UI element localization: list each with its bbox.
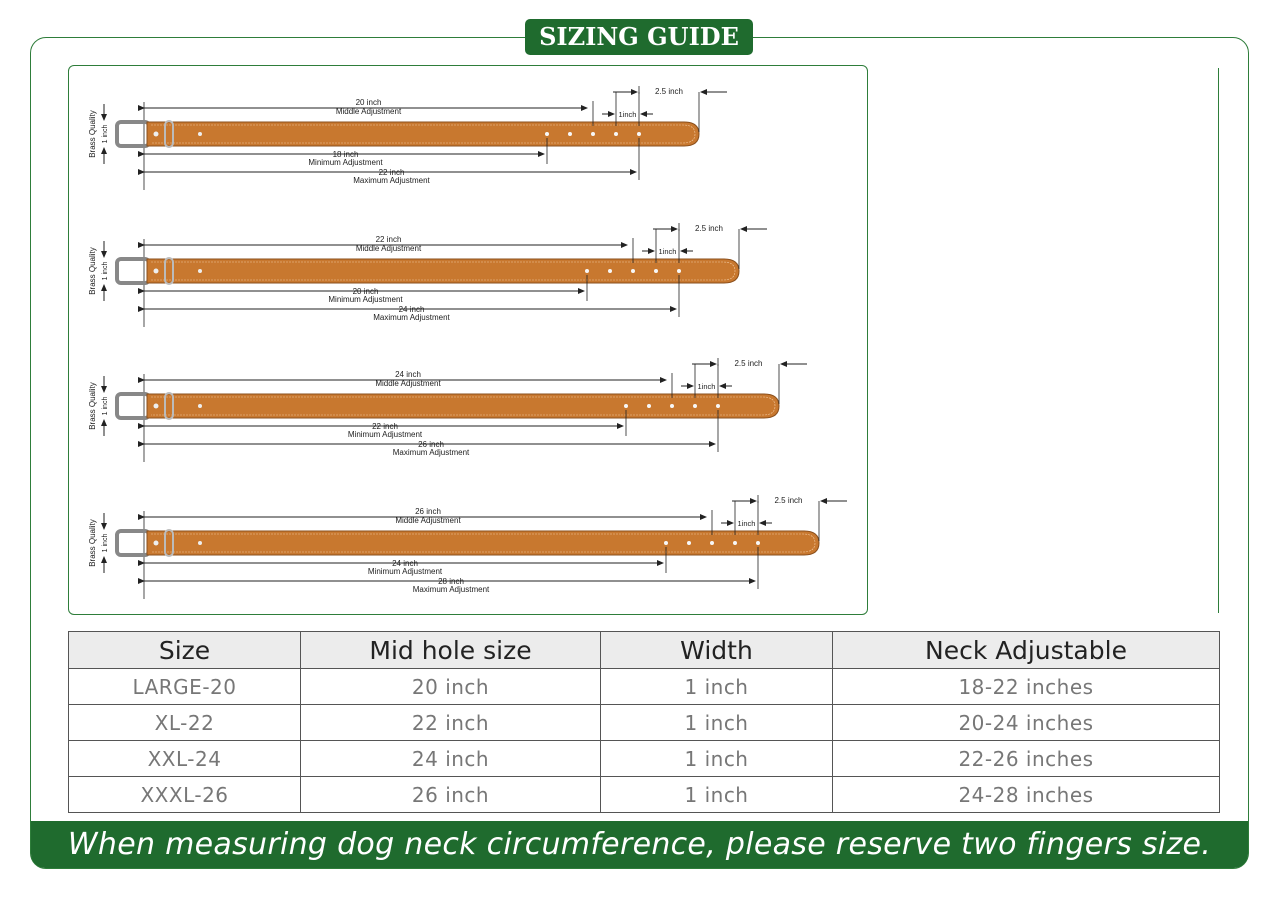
adjustment-hole (624, 404, 628, 408)
adjustment-hole (614, 132, 618, 136)
min-dim-label: Minimum Adjustment (328, 295, 403, 304)
collar-diagram-panel (68, 65, 868, 615)
table-row (69, 777, 1220, 813)
adjustment-hole (568, 132, 572, 136)
width-label: 1 inch (102, 261, 109, 281)
adjustment-hole (670, 404, 674, 408)
middle-dim-label: Middle Adjustment (395, 516, 461, 525)
middle-dim-label: Middle Adjustment (375, 379, 441, 388)
table-header-row (69, 632, 1220, 669)
header-neck: Neck Adjustable (833, 632, 1220, 669)
rivet-hole (198, 132, 202, 136)
middle-dim-label: Middle Adjustment (355, 244, 422, 253)
cell-size: XXL-24 (69, 741, 301, 777)
middle-dim-value: 24 inch (395, 370, 421, 379)
collar-diagram (69, 66, 869, 616)
hole-gap-value: 1inch (737, 519, 756, 528)
adjustment-hole (585, 269, 589, 273)
min-dim-label: Minimum Adjustment (308, 158, 383, 167)
cell-mid-hole: 26 inch (301, 777, 601, 813)
adjustment-hole (647, 404, 651, 408)
min-dim-value: 20 inch (352, 287, 379, 296)
middle-dim-value: 22 inch (375, 235, 402, 244)
cell-width: 1 inch (601, 741, 833, 777)
cell-neck: 18-22 inches (833, 669, 1220, 705)
width-label: 1 inch (102, 396, 109, 416)
adjustment-hole (710, 541, 714, 545)
adjustment-hole (756, 541, 760, 545)
cell-size: XL-22 (69, 705, 301, 741)
brass-quality-label: Brass Quality (88, 110, 97, 158)
adjustment-hole (631, 269, 635, 273)
cell-mid-hole: 22 inch (301, 705, 601, 741)
table-row (69, 705, 1220, 741)
width-label: 1 inch (102, 124, 109, 144)
rivet-hole (198, 269, 202, 273)
min-dim-value: 22 inch (372, 422, 398, 431)
rivet-hole (198, 404, 202, 408)
footer-note: When measuring dog neck circumference, please reserve two fingers size. (31, 821, 1248, 868)
cell-width: 1 inch (601, 705, 833, 741)
header-mid-hole: Mid hole size (301, 632, 601, 669)
brass-quality-label: Brass Quality (88, 382, 97, 430)
tip-dim-value: 2.5 inch (694, 224, 724, 233)
min-dim-value: 18 inch (332, 150, 359, 159)
adjustment-hole (637, 132, 641, 136)
max-dim-value: 24 inch (398, 305, 425, 314)
adjustment-hole (716, 404, 720, 408)
divider-line (1218, 68, 1219, 613)
adjustment-hole (733, 541, 737, 545)
middle-dim-value: 20 inch (355, 98, 382, 107)
hole-gap-value: 1inch (618, 110, 637, 119)
adjustment-hole (591, 132, 595, 136)
tip-dim-value: 2.5 inch (774, 496, 803, 505)
table-row (69, 741, 1220, 777)
max-dim-value: 22 inch (378, 168, 405, 177)
page-title: SIZING GUIDE (525, 19, 753, 55)
rivet-hole (154, 132, 159, 137)
cell-neck: 20-24 inches (833, 705, 1220, 741)
rivet-hole (198, 541, 202, 545)
cell-size: XXXL-26 (69, 777, 301, 813)
hole-gap-value: 1inch (658, 247, 677, 256)
hole-gap-value: 1inch (697, 382, 716, 391)
max-dim-label: Maximum Adjustment (353, 176, 430, 185)
min-dim-value: 24 inch (392, 559, 418, 568)
max-dim-label: Maximum Adjustment (392, 448, 470, 457)
table-row (69, 669, 1220, 705)
max-dim-value: 28 inch (438, 577, 464, 586)
cell-mid-hole: 20 inch (301, 669, 601, 705)
width-label: 1 inch (102, 533, 109, 553)
adjustment-hole (608, 269, 612, 273)
rivet-hole (154, 404, 159, 409)
max-dim-value: 26 inch (418, 440, 444, 449)
rivet-hole (154, 269, 159, 274)
cell-width: 1 inch (601, 777, 833, 813)
tip-dim-value: 2.5 inch (654, 87, 684, 96)
middle-dim-label: Middle Adjustment (335, 107, 402, 116)
header-size: Size (69, 632, 301, 669)
cell-neck: 24-28 inches (833, 777, 1220, 813)
max-dim-label: Maximum Adjustment (373, 313, 450, 322)
min-dim-label: Minimum Adjustment (367, 567, 443, 576)
brass-quality-label: Brass Quality (88, 519, 97, 567)
collar-strap (147, 531, 819, 555)
adjustment-hole (677, 269, 681, 273)
adjustment-hole (654, 269, 658, 273)
min-dim-label: Minimum Adjustment (347, 430, 423, 439)
max-dim-label: Maximum Adjustment (412, 585, 490, 594)
tip-dim-value: 2.5 inch (734, 359, 763, 368)
rivet-hole (154, 541, 159, 546)
adjustment-hole (545, 132, 549, 136)
cell-neck: 22-26 inches (833, 741, 1220, 777)
middle-dim-value: 26 inch (415, 507, 441, 516)
adjustment-hole (693, 404, 697, 408)
cell-mid-hole: 24 inch (301, 741, 601, 777)
collar-strap (147, 394, 779, 418)
cell-width: 1 inch (601, 669, 833, 705)
cell-size: LARGE-20 (69, 669, 301, 705)
header-width: Width (601, 632, 833, 669)
size-table (68, 631, 1220, 813)
brass-quality-label: Brass Quality (88, 247, 97, 295)
collar-strap (147, 259, 739, 283)
adjustment-hole (687, 541, 691, 545)
adjustment-hole (664, 541, 668, 545)
